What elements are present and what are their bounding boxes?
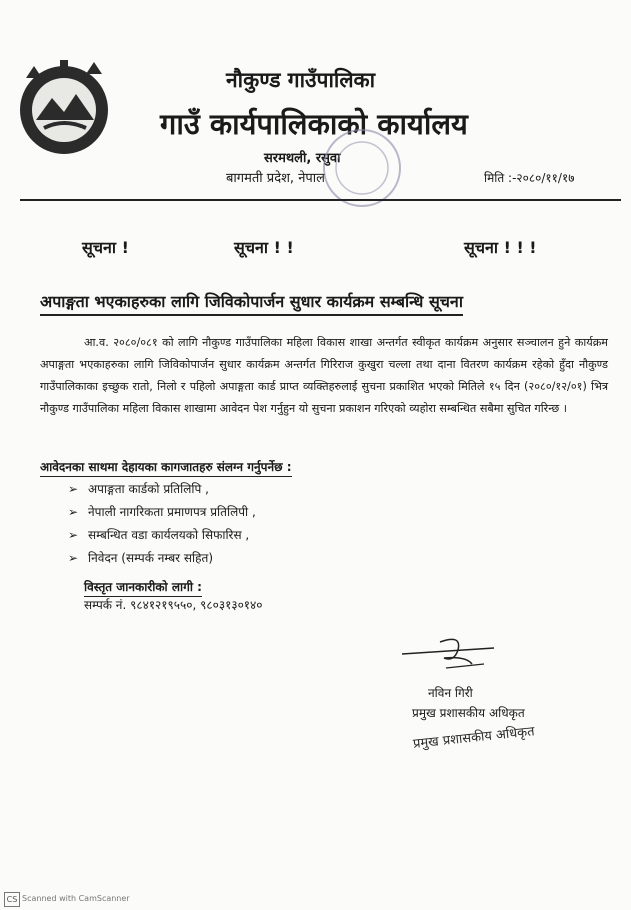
list-item: ➢ नेपाली नागरिकता प्रमाणपत्र प्रतिलिपी ,	[68, 501, 256, 524]
date-value: २०८०/११/१७	[516, 171, 575, 185]
municipality-emblem-icon	[14, 58, 114, 158]
requirements-heading: आवेदनका साथमा देहायका कागजातहरु संलग्न गर्नुपर्नेछ :	[40, 458, 292, 477]
scanner-badge: CS	[4, 892, 20, 907]
header-divider	[20, 199, 621, 201]
office-name: गाउँ कार्यपालिकाको कार्यालय	[160, 107, 468, 141]
contact-value: ९८४१२१९५५०, ९८०३१३०१४०	[130, 598, 263, 612]
notice-label-1: सूचना !	[82, 238, 129, 257]
arrow-bullet-icon: ➢	[68, 551, 79, 565]
office-location: सरमथली, रसुवा	[264, 151, 341, 166]
notice-label-3: सूचना ! ! !	[464, 238, 537, 257]
requirements-list	[68, 478, 256, 570]
scanner-watermark: Scanned with CamScanner	[22, 894, 130, 903]
office-province: बागमती प्रदेश, नेपाल	[226, 171, 325, 186]
info-heading: विस्तृत जानकारीको लागी :	[84, 578, 202, 597]
contact-label: सम्पर्क नं.	[84, 598, 127, 612]
document-date	[484, 169, 574, 186]
notice-title: अपाङ्गता भएकाहरुका लागि जिविकोपार्जन सुधार कार्यक्रम सम्बन्धि सूचना	[40, 290, 463, 316]
signatory-name: नविन गिरी	[428, 686, 473, 700]
list-item: ➢ अपाङ्गता कार्डको प्रतिलिपि ,	[68, 478, 256, 501]
list-item: ➢ सम्बन्धित वडा कार्यलयको सिफारिस ,	[68, 524, 256, 547]
date-label: मिति :-	[484, 171, 517, 185]
municipality-name: नौकुण्ड गाउँपालिका	[226, 68, 376, 92]
notice-body: आ.व. २०८०/०८१ को लागि नौकुण्ड गाउँपालिका महिला विकास शाखा अन्तर्गत स्वीकृत कार्यक्रम अनुसार सञ्चालन हुने कार्यक्रम अपाङ्गता भएकाहरुका लागि जिविकोपार्जन सुधार कार्यक्रम अन्तर्गत गिरिराज कुखुरा चल्ला तथा दाना वितरण कार्यक्रम रहेको हुँदा नौकुण्ड गाउँपालिकाका इच्छुक रातो, निलो र पहिलो अपाङ्गता कार्ड प्राप्त व्यक्तिहरुलाई सुचना प्रकाशित भएको मितिले १५ दिन (२०८०/१२/०१) भित्र नौकुण्ड गाउँपालिका महिला विकास शाखामा आवेदन पेश गर्नुहुन यो सुचना प्रकाशन गरिएको व्यहोरा सम्बन्धित सबैमा सुचित गरिन्छ ।	[40, 336, 608, 415]
signatory-title: प्रमुख प्रशासकीय अधिकृत	[412, 706, 525, 720]
arrow-bullet-icon: ➢	[68, 505, 79, 519]
contact-numbers	[84, 596, 263, 613]
signature-icon	[400, 632, 496, 676]
arrow-bullet-icon: ➢	[68, 528, 79, 542]
notice-label-2: सूचना ! !	[234, 238, 294, 257]
designation-stamp: प्रमुख प्रशासकीय अधिकृत	[412, 724, 536, 752]
arrow-bullet-icon: ➢	[68, 482, 79, 496]
list-item: ➢ निवेदन (सम्पर्क नम्बर सहित)	[68, 547, 256, 570]
